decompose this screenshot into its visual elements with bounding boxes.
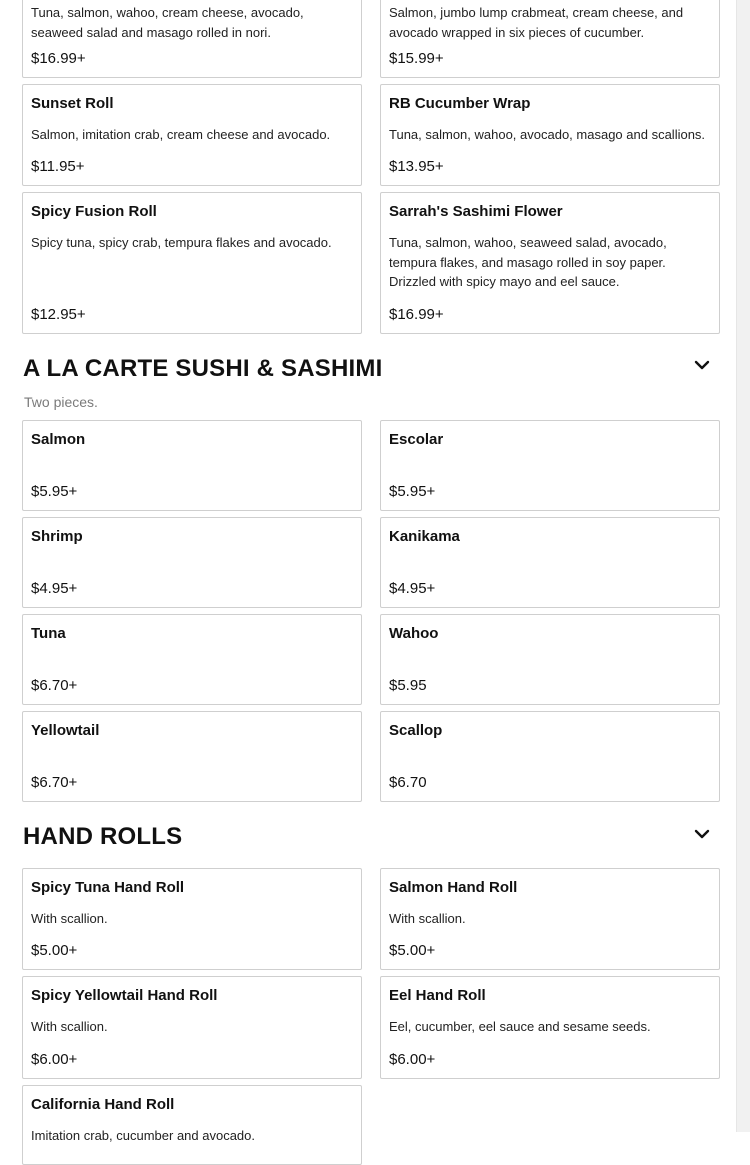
menu-item-card[interactable] — [380, 614, 720, 705]
menu-item-card[interactable] — [380, 868, 720, 970]
section-title-alacarte: A LA CARTE SUSHI & SASHIMI — [23, 355, 383, 382]
item-price: $5.95+ — [31, 483, 78, 500]
chevron-down-icon[interactable] — [690, 822, 714, 846]
item-price: $6.70 — [389, 774, 427, 791]
item-price: $12.95+ — [31, 306, 86, 323]
item-name: Sarrah's Sashimi Flower — [389, 203, 563, 220]
menu-item-card[interactable] — [380, 0, 720, 78]
menu-item-card[interactable] — [380, 711, 720, 802]
item-price: $5.95+ — [389, 483, 436, 500]
menu-item-card[interactable] — [380, 517, 720, 608]
item-name: Shrimp — [31, 528, 83, 545]
item-description: Spicy tuna, spicy crab, tempura flakes and avocado. — [31, 235, 332, 250]
menu-item-card[interactable] — [22, 0, 362, 78]
item-name: Sunset Roll — [31, 95, 114, 112]
item-price: $16.99+ — [31, 50, 86, 67]
item-name: RB Cucumber Wrap — [389, 95, 531, 112]
item-name: Yellowtail — [31, 722, 100, 739]
menu-item-card[interactable] — [22, 192, 362, 334]
item-description: Salmon, jumbo lump crabmeat, cream cheese, and avocado wrapped in six pieces of cucumber. — [389, 5, 684, 40]
item-description: Eel, cucumber, eel sauce and sesame seeds. — [389, 1019, 651, 1034]
item-name: California Hand Roll — [31, 1096, 175, 1113]
item-description: With scallion. — [389, 911, 466, 926]
item-price: $4.95+ — [31, 580, 78, 597]
item-description: Imitation crab, cucumber and avocado. — [31, 1128, 256, 1143]
item-name: Spicy Tuna Hand Roll — [31, 879, 185, 896]
menu-item-card[interactable] — [22, 976, 362, 1079]
scrollbar[interactable] — [736, 0, 750, 1132]
item-price: $6.70+ — [31, 677, 78, 694]
item-price: $5.00+ — [389, 942, 436, 959]
item-price: $4.95+ — [389, 580, 436, 597]
menu-item-card[interactable] — [22, 84, 362, 186]
item-name: Salmon — [31, 431, 86, 448]
menu-item-card[interactable] — [22, 711, 362, 802]
menu-item-card[interactable] — [22, 868, 362, 970]
item-name: Eel Hand Roll — [389, 987, 486, 1004]
item-price: $16.99+ — [389, 306, 444, 323]
menu-item-card[interactable] — [22, 517, 362, 608]
item-name: Kanikama — [389, 528, 460, 545]
item-price: $6.70+ — [31, 774, 78, 791]
section-subtitle: Two pieces. — [24, 394, 98, 410]
chevron-down-icon[interactable] — [690, 353, 714, 377]
menu-item-card[interactable] — [22, 1085, 362, 1165]
item-price: $11.95+ — [31, 158, 85, 175]
menu-item-card[interactable] — [380, 976, 720, 1079]
item-description: Salmon, imitation crab, cream cheese and avocado. — [31, 127, 331, 142]
menu-item-card[interactable] — [22, 614, 362, 705]
item-price: $6.00+ — [31, 1051, 78, 1068]
item-price: $15.99+ — [389, 50, 444, 67]
item-price: $6.00+ — [389, 1051, 436, 1068]
menu-item-card[interactable] — [380, 84, 720, 186]
menu-item-card[interactable] — [380, 420, 720, 511]
item-name: Spicy Yellowtail Hand Roll — [31, 987, 218, 1004]
item-name: Scallop — [389, 722, 443, 739]
menu-item-card[interactable] — [22, 420, 362, 511]
item-name: Escolar — [389, 431, 444, 448]
item-name: Salmon Hand Roll — [389, 879, 518, 896]
item-description: Tuna, salmon, wahoo, avocado, masago and scallions. — [389, 127, 706, 142]
item-description: Tuna, salmon, wahoo, cream cheese, avocado, seaweed salad and masago rolled in nori. — [31, 5, 304, 40]
item-name: Tuna — [31, 625, 66, 642]
menu-item-card[interactable] — [380, 192, 720, 334]
item-description: Tuna, salmon, wahoo, seaweed salad, avocado, tempura flakes, and masago rolled in soy paper. Drizzled with spicy mayo and eel sauce. — [389, 235, 667, 289]
item-price: $5.00+ — [31, 942, 78, 959]
section-title-handrolls: HAND ROLLS — [23, 823, 183, 850]
item-price: $5.95 — [389, 677, 427, 694]
item-name: Wahoo — [389, 625, 439, 642]
item-description: With scallion. — [31, 1019, 108, 1034]
item-price: $13.95+ — [389, 158, 444, 175]
item-name: Spicy Fusion Roll — [31, 203, 157, 220]
item-description: With scallion. — [31, 911, 108, 926]
